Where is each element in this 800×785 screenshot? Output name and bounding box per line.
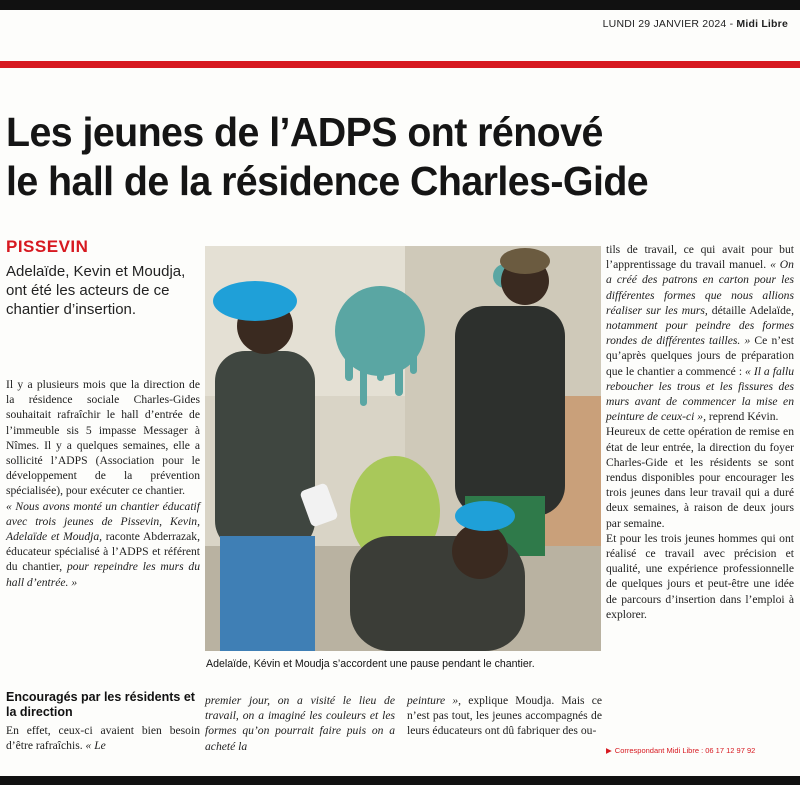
triangle-icon: ▶ (606, 746, 612, 755)
text: reprend Kévin. (706, 410, 779, 424)
photo-illustration (205, 246, 601, 651)
newspaper-name: Midi Libre (736, 18, 788, 30)
article-column-1 (6, 377, 200, 590)
article-photo (205, 246, 601, 651)
paragraph (407, 693, 602, 739)
article-column-2 (205, 693, 395, 754)
quote: notamment pour peindre des formes rondes de différentes tailles. » (606, 319, 794, 348)
article-column-3 (407, 693, 602, 739)
quote: pour repeindre les murs du hall d’entrée. » (6, 560, 200, 589)
top-border (0, 0, 800, 10)
bottom-border (0, 776, 800, 785)
text: , explique Moudja. Mais ce n’est pas tout, les jeunes accompagnés de leurs éducateurs ont dû fabriquer des ou- (407, 694, 603, 738)
text: détaille Adelaïde, (707, 303, 794, 317)
headline (6, 108, 764, 206)
paragraph: Heureux de cette opération de remise en état de leur entrée, la direction du foyer Charles-Gide et les résidents se sont rendus disponibles pour encourager les trois jeunes dans leur travail qui a duré deux semaines, à raison de deux jours par semaine. (606, 425, 794, 530)
photo-caption: Adelaïde, Kévin et Moudja s’accordent une pause pendant le chantier. (206, 658, 535, 670)
quote: « Le (85, 739, 106, 753)
section-kicker: PISSEVIN (6, 237, 89, 256)
article-column-1-continued (6, 723, 200, 753)
text: Ce n’est qu’après quelques jours de préparation que le chantier a commencé : (606, 334, 794, 378)
dateline (520, 18, 788, 30)
author-credit (606, 746, 796, 755)
text: tils de travail, ce qui avait pour but l’apprentissage du travail manuel. (606, 243, 794, 272)
red-rule (0, 61, 800, 68)
paragraph (606, 242, 794, 424)
text: raconte Abderrazak, éducateur spécialisé à l’ADPS et référent du chantier, (6, 530, 200, 574)
paragraph (6, 499, 200, 590)
paragraph: Et pour les trois jeunes hommes qui ont réalisé ce travail avec précision et qualité, une expérience professionnelle de quelques jours et peut-être une idée de parcours d’insertion dans l’emploi à explorer. (606, 531, 794, 621)
credit-text: Correspondant Midi Libre : 06 17 12 97 92 (614, 746, 756, 755)
quote: peinture » (407, 694, 459, 707)
quote: « Nous avons monté un chantier éducatif avec trois jeunes de Pissevin, Kevin, Adelaïde et Moudja, (6, 499, 200, 544)
paragraph (6, 723, 200, 753)
quote: premier jour, on a visité le lieu de travail, on a imaginé les couleurs et les formes qu’on pourrait faire puis on a acheté la (205, 694, 395, 753)
quote: « Il a fallu reboucher les trous et les fissures des murs avant de commencer la mise en peinture de ceux-ci », (606, 364, 794, 424)
text: En effet, ceux-ci avaient bien besoin d’être rafraîchis. (6, 724, 200, 753)
subheading: Encouragés par les résidents et la direction (6, 690, 195, 719)
article-lede: Adelaïde, Kevin et Moudja, ont été les acteurs de ce chantier d’insertion. (6, 263, 186, 318)
issue-date: LUNDI 29 JANVIER 2024 - (602, 18, 737, 30)
paragraph: Il y a plusieurs mois que la direction de la résidence sociale Charles-Gides souhaitait rafraîchir le hall d’entrée de l’immeuble sis 5 impasse Messager à Nîmes. Il y a quelques semaines, elle a sollicité l’ADPS (Association pour le développement de la prévention spécialisée), pour exécuter ce chantier. (6, 378, 200, 498)
headline-line-1: Les jeunes de l’ADPS ont rénové (6, 109, 603, 155)
headline-line-2: le hall de la résidence Charles-Gide (6, 158, 649, 204)
quote: « On a créé des patrons en carton pour les différentes formes que nous allions réaliser sur les murs, (606, 258, 794, 317)
article-column-4 (606, 242, 794, 622)
